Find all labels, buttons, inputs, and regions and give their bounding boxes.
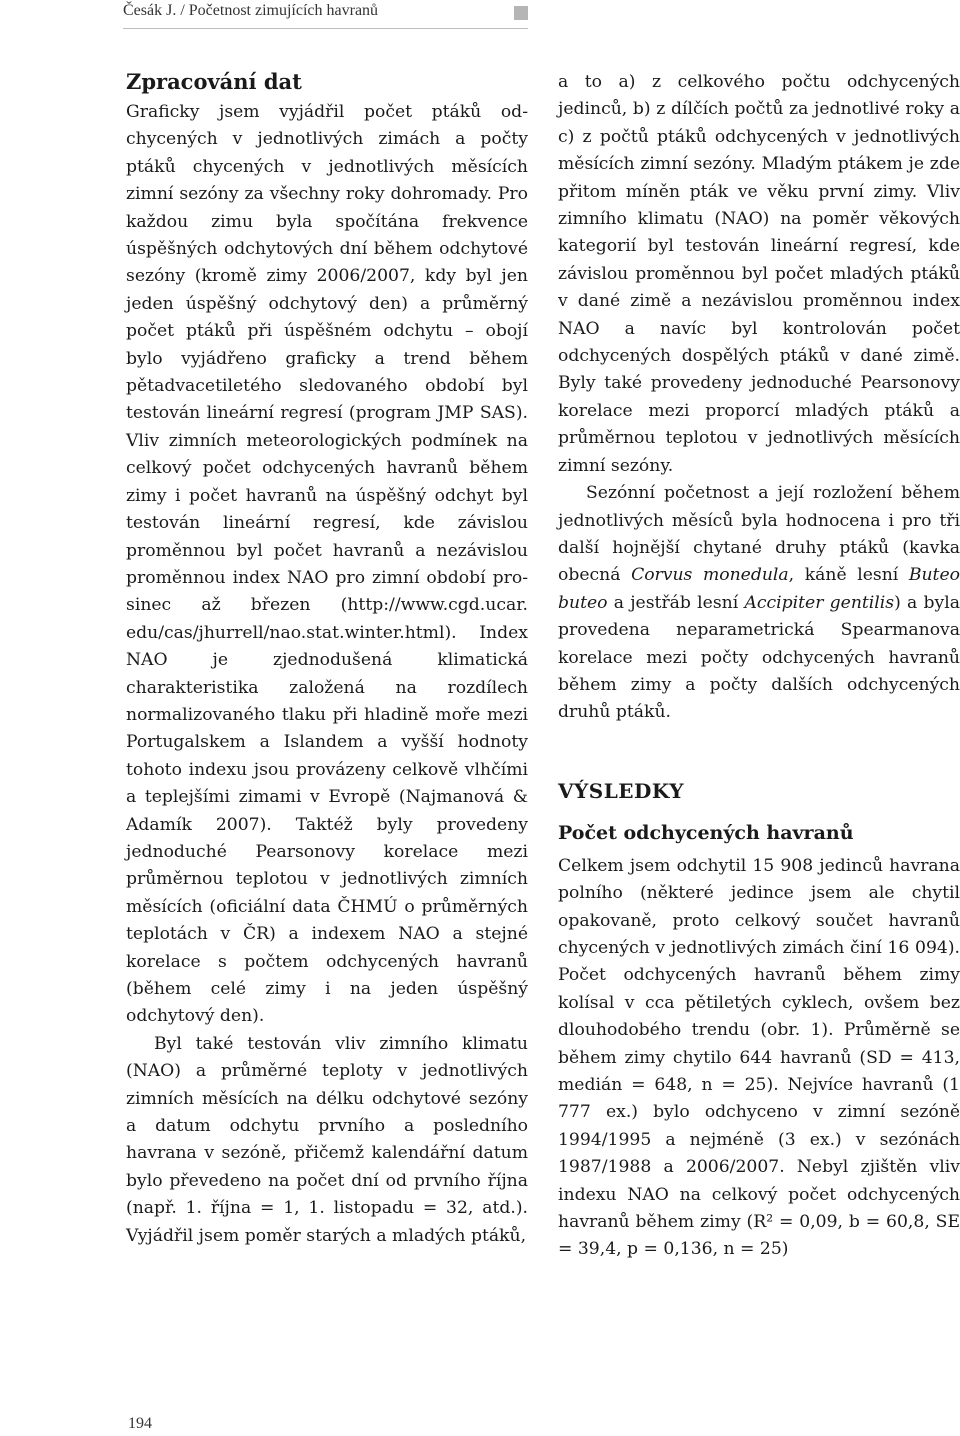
paragraph-species xyxy=(558,480,960,727)
text-run: , káně lesní xyxy=(788,565,909,586)
text-run: a jestřáb lesní xyxy=(607,592,745,613)
section-heading-results: VÝSLEDKY xyxy=(558,778,685,803)
running-title: Česák J. / Početnost zimujících havranů xyxy=(123,2,379,19)
paragraph: Graficky jsem vyjádřil počet ptáků odchycených v jednotlivých zimách a počty ptáků chycených v jednotlivých měsících zimní sezóny za všechny roky dohromady. Pro každou zimu byla spočítána frekvence úspěšných odchytových dní během odchytové sezóny (kromě zimy 2006/2007, kdy byl jen jeden úspěšný odchytový den) a průměrný počet ptáků při úspěšném odchytu – obojí bylo vyjádřeno graficky a trend během pětadvacetiletého sledovaného období byl testován lineární regresí (program JMP SAS). Vliv zimních meteorologických podmínek na celkový počet odchycených havranů během zimy i počet havranů na úspěšný odchyt byl testován lineární regresí, kde závislou proměnnou byl počet havranů a nezávislou proměnnou index NAO pro zimní období prosinec až březen (http://www.cgd.ucar. edu/cas/jhurrell/nao.stat.winter.html). Index NAO je zjednodušená klimatická charakteristika založená na rozdílech normalizovaného tlaku při hladině moře mezi Portugalskem a Islandem a vyšší hodnoty tohoto indexu jsou provázеny celkově vlhčími a teplejšími zimami v Evropě (Najmanová & Adamík 2007). Taktéž byly provedeny jednoduché Pearsonovy korelace mezi průměrnou teplotou v jednotlivých zimních měsících (oficiální data ČHMÚ o průměrných teplotách v ČR) a indexem NAO a stejné korelace s počtem odchycených havranů (během celé zimy i na jeden úspěšný odchytový den). xyxy=(126,102,528,1027)
paragraph: Byl také testován vliv zimního klimatu (NAO) a průměrné teploty v jednotlivých zimních měsících na délku odchytové sezóny a datum odchytu prvního a posledního havrana v sezóně, přičemž kalendářní datum bylo převedeno na počet dní od prvního října (např. 1. října = 1, 1. listopadu = 32, atd.). Vyjádřil jsem poměr starých a mladých ptáků, xyxy=(126,1033,528,1246)
running-header xyxy=(123,0,528,29)
section-heading-data-processing: Zpracování dat xyxy=(126,69,302,94)
paragraph: a to a) z celkového počtu odchycených jedinců, b) z dílčích počtů za jednotlivé roky a c) z počtů ptáků odchycených v jednotlivých měsících zimní sezóny. Mladým ptákem je zde přitom míněn pták ve věku první zimy. Vliv zimního klimatu (NAO) na poměr věkových kategorií byl testován lineární regresí, kde závislou proměnnou byl počet mladých ptáků v dané zimě a nezávislou proměnnou index NAO a navíc byl kontrolován počet odchycených dospělých ptáků v dané zimě. Byly také provedeny jednoduché Pearsonovy korelace mezi proporcí mladých ptáků a průměrnou teplotou v jednotlivých měsících zimní sezóny. xyxy=(558,72,960,476)
header-square-marker xyxy=(514,6,528,20)
text-run: ) a byla provedena neparametrická Spearmanova korelace mezi počty odchycených havranů během zimy a počty dalších odchycených druhů ptáků. xyxy=(558,592,960,723)
left-column xyxy=(126,67,528,1250)
species-name: Buteo buteo xyxy=(558,565,960,613)
page-number: 194 xyxy=(128,1415,152,1432)
subheading-rook-count: Počet odchycených havranů xyxy=(558,821,854,844)
species-name: Accipiter gentilis xyxy=(744,592,895,613)
right-column xyxy=(558,69,960,1264)
paragraph: Celkem jsem odchytil 15 908 jedinců havrana polního (některé jedince jsem ale chytil opakovaně, proto celkový součet havranů chycených v jednotlivých zimách činí 16 094). Počet odchycených havranů během zimy kolísal v cca pětiletých cyklech, ovšem bez dlouhodobého trendu (obr. 1). Průměrně se během zimy chytilo 644 havranů (SD = 413, medián = 648, n = 25). Nejvíce havranů (1 777 ex.) bylo odchyceno v zimní sezóně 1994/1995 a nejméně (3 ex.) v sezónách 1987/1988 a 2006/2007. Nebyl zjištěn vliv indexu NAO na celkový počet odchycených havranů během zimy (R² = 0,09, b = 60,8, SE = 39,4, p = 0,136, n = 25) xyxy=(558,855,960,1260)
text-run: Sezónní početnost a její rozložení během jednotlivých měsíců byla hodnocena i pro tři další hojnější chytané druhy ptáků (kavka obecná xyxy=(558,483,960,586)
species-name: Corvus monedula xyxy=(631,565,789,586)
